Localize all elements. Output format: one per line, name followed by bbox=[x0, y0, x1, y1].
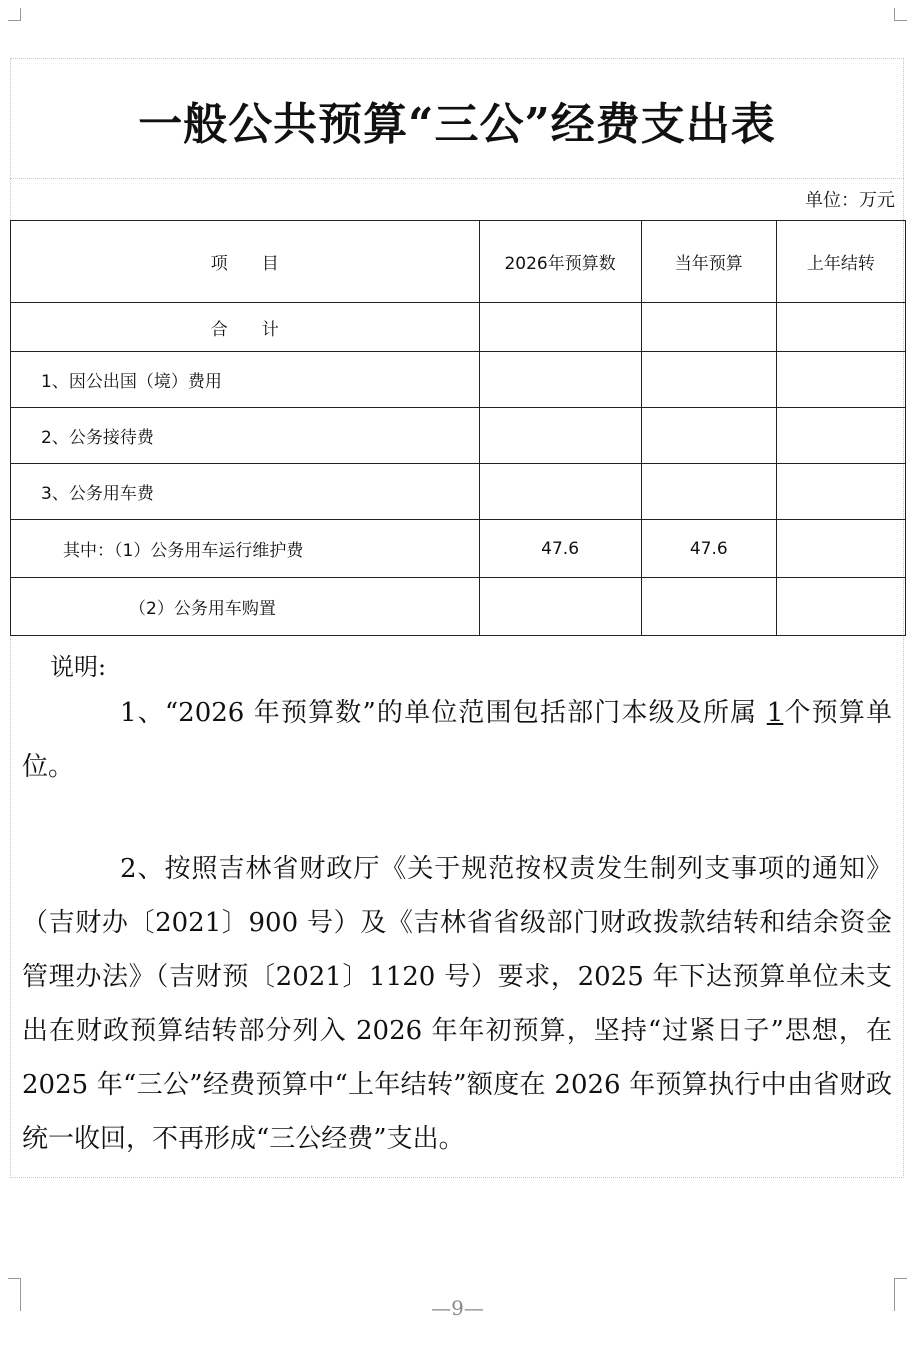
row-current-year bbox=[641, 464, 776, 520]
table-header-row bbox=[11, 221, 906, 303]
row-carryover bbox=[776, 578, 905, 636]
row-current-year bbox=[641, 408, 776, 464]
table-row bbox=[11, 520, 906, 578]
note-1-suffix: 个预算单位。 bbox=[22, 698, 892, 782]
row-item: 3、公务用车费 bbox=[11, 464, 480, 520]
note-2: 2、按照吉林省财政厅《关于规范按权责发生制列支事项的通知》（吉财办〔2021〕900 号）及《吉林省省级部门财政拨款结转和结余资金管理办法》（吉财预〔2021〕1120 号）要求，2025 年下达预算单位未支出在财政预算结转部分列入 2026 年年初预算，坚持“过紧日子”思想，在 2025 年“三公”经费预算中“上年结转”额度在 2026 年预算执行中由省财政统一收回，不再形成“三公经费”支出。 bbox=[22, 854, 892, 1154]
row-carryover bbox=[776, 464, 905, 520]
crop-mark-top-left bbox=[8, 8, 21, 21]
row-budget-2026 bbox=[479, 408, 641, 464]
table-row bbox=[11, 352, 906, 408]
row-current-year bbox=[641, 352, 776, 408]
table-row bbox=[11, 464, 906, 520]
row-budget-2026: 47.6 bbox=[479, 520, 641, 578]
expenditure-table bbox=[10, 220, 906, 636]
row-carryover bbox=[776, 408, 905, 464]
row-budget-2026 bbox=[479, 578, 641, 636]
crop-mark-top-right bbox=[894, 8, 907, 21]
unit-label: 单位：万元 bbox=[805, 190, 895, 211]
row-current-year bbox=[641, 578, 776, 636]
row-carryover bbox=[776, 520, 905, 578]
row-item: 1、因公出国（境）费用 bbox=[11, 352, 480, 408]
table-row bbox=[11, 578, 906, 636]
row-budget-2026 bbox=[479, 464, 641, 520]
row-budget-2026 bbox=[479, 352, 641, 408]
table-row bbox=[11, 408, 906, 464]
row-item: （2）公务用车购置 bbox=[11, 578, 480, 636]
row-current-year bbox=[641, 303, 776, 352]
row-carryover bbox=[776, 303, 905, 352]
page-number: —9— bbox=[431, 1296, 484, 1320]
row-carryover bbox=[776, 352, 905, 408]
header-current-year: 当年预算 bbox=[641, 221, 776, 303]
note-1 bbox=[22, 686, 892, 794]
title-separator bbox=[10, 178, 904, 179]
row-item: 其中：（1）公务用车运行维护费 bbox=[11, 520, 480, 578]
row-item: 2、公务接待费 bbox=[11, 408, 480, 464]
header-budget-2026: 2026年预算数 bbox=[479, 221, 641, 303]
header-item: 项 目 bbox=[11, 221, 480, 303]
document-title: 一般公共预算“三公”经费支出表 bbox=[138, 99, 776, 150]
notes-heading: 说明: bbox=[50, 653, 107, 681]
row-budget-2026 bbox=[479, 303, 641, 352]
table-row-total bbox=[11, 303, 906, 352]
note-1-prefix: 1、“2026 年预算数”的单位范围包括部门本级及所属 bbox=[120, 698, 767, 728]
row-current-year: 47.6 bbox=[641, 520, 776, 578]
note-1-unit-count: 1 bbox=[766, 698, 784, 728]
header-carryover: 上年结转 bbox=[776, 221, 905, 303]
row-item: 合 计 bbox=[11, 303, 480, 352]
